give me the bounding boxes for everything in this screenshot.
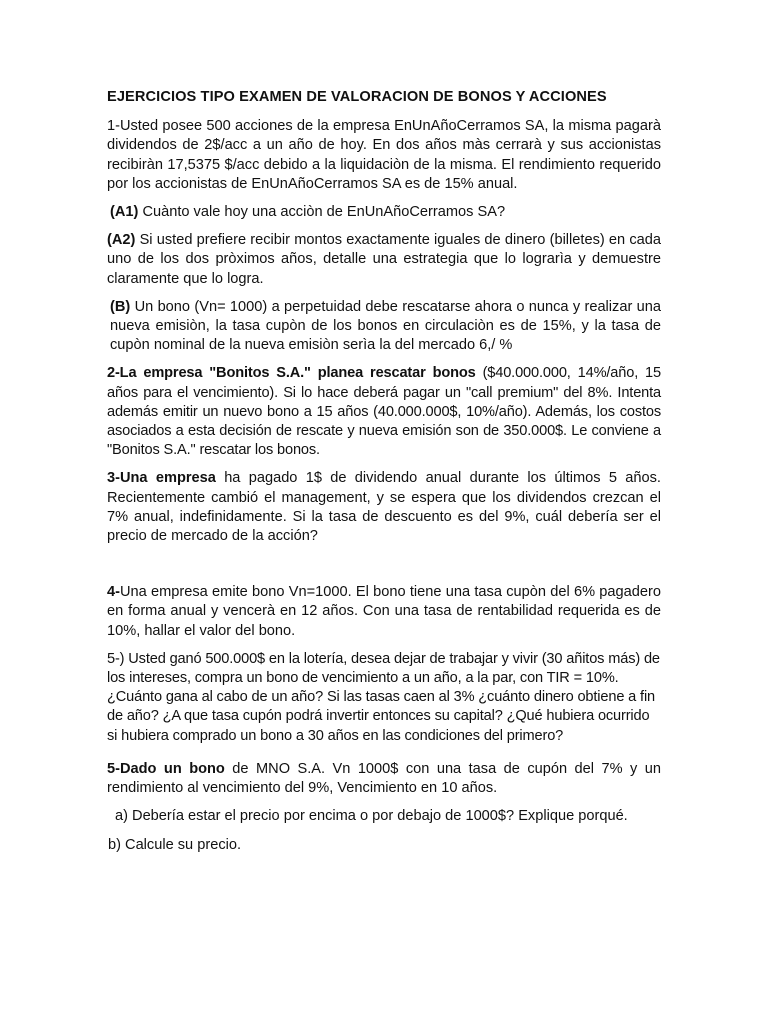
question-a1-label: (A1) xyxy=(110,204,139,221)
exercise-5-bond-text: de MNO S.A. Vn 1000$ con una tasa de cupón del 7% y un rendimiento al vencimiento del 9%, Vencimiento en 10 años. xyxy=(107,760,662,797)
question-a1-text: Cuànto vale hoy una acciòn de EnUnAñoCerramos SA? xyxy=(138,204,506,221)
exercise-3-statement xyxy=(107,469,661,546)
exercise-1-statement: 1-Usted posee 500 acciones de la empresa EnUnAñoCerramos SA, la misma pagarà dividendos de 2$/acc a un año de hoy. En dos años màs cerrarà y sus accionistas recibiràn 17,5375 $/acc debido a la liquidaciòn de la misma. El rendimiento requerido por los accionistas de EnUnAñoCerramos SA es de 15% anual. xyxy=(107,118,661,192)
exercise-4-text: Una empresa emite bono Vn=1000. El bono tiene una tasa cupòn del 6% pagadero en forma anual y vencerà en 12 años. Con una tasa de rentabilidad requerida es de 10%, hallar el valor del bono. xyxy=(107,584,661,639)
question-a2-text: Si usted prefiere recibir montos exactamente iguales de dinero (billetes) en cada uno de los dos pròximos años, detalle una estrategia que lo lograrìa y demuestre claramente que lo logra. xyxy=(107,232,661,287)
exercise-2-text: ($40.000.000, 14%/año, 15 años para el vencimiento). Si lo hace deberá pagar un "call premium" del 8%. Intenta además emitir un nuevo bono a 15 años (40.000.000$, 10%/año). Además, los costos asociados a esta decisión de rescate y nueva emisión son de 350.000$. Le conviene a "Bonitos S.A." rescatar los bonos. xyxy=(107,365,661,459)
exercise-5-lottery-statement: 5-) Usted ganó 500.000$ en la lotería, desea dejar de trabajar y vivir (30 añitos más) de los intereses, compra un bono de vencimiento a un año, a la par, con TIR = 10%. ¿Cuánto gana al cabo de un año? Si las tasas caen al 3% ¿cuánto dinero obtiene a fin de año? ¿A que tasa cupón podrá invertir entonces su capital? ¿Qué hubiera ocurrido si hubiera comprado un bono a 30 años en las condiciones del primero? xyxy=(107,650,660,744)
exercise-4-label: 4- xyxy=(107,584,120,601)
exercise-3-label: 3-Una empresa xyxy=(107,470,216,487)
exercise-3-text: ha pagado 1$ de dividendo anual durante los últimos 5 años. Recientemente cambió el management, y se espera que los dividendos crezcan el 7% anual, indefinidamente. Si la tasa de descuento es del 9%, cuál debería ser el precio de mercado de la acción? xyxy=(107,470,661,545)
question-b-text: Un bono (Vn= 1000) a perpetuidad debe rescatarse ahora o nunca y realizar una nueva emisiòn, la tasa cupòn de los bonos en circulaciòn es de 15%, y la tasa de cupòn nominal de la nueva emisiòn serìa la del mercado 6,/ % xyxy=(110,298,661,354)
question-b-label: (B) xyxy=(110,298,131,315)
exercise-2-statement xyxy=(107,364,661,460)
exercise-1-question-a2 xyxy=(107,231,661,289)
exercise-2-label: 2-La empresa "Bonitos S.A." planea rescatar bonos xyxy=(107,365,476,382)
exercise-1-question-b xyxy=(107,298,661,356)
document-page xyxy=(107,88,661,864)
exercise-5-bond-label: 5-Dado un bono xyxy=(107,760,225,777)
exercise-1-question-a1 xyxy=(107,203,661,222)
document-title: EJERCICIOS TIPO EXAMEN DE VALORACION DE BONOS Y ACCIONES xyxy=(107,89,607,105)
exercise-5-subquestion-a: a) Debería estar el precio por encima o por debajo de 1000$? Explique porqué. xyxy=(115,808,628,825)
exercise-5-bond-statement xyxy=(107,760,661,798)
exercise-5-subquestion-b: b) Calcule su precio. xyxy=(108,836,242,853)
exercise-4-statement xyxy=(107,583,661,641)
question-a2-label: (A2) xyxy=(107,232,136,249)
